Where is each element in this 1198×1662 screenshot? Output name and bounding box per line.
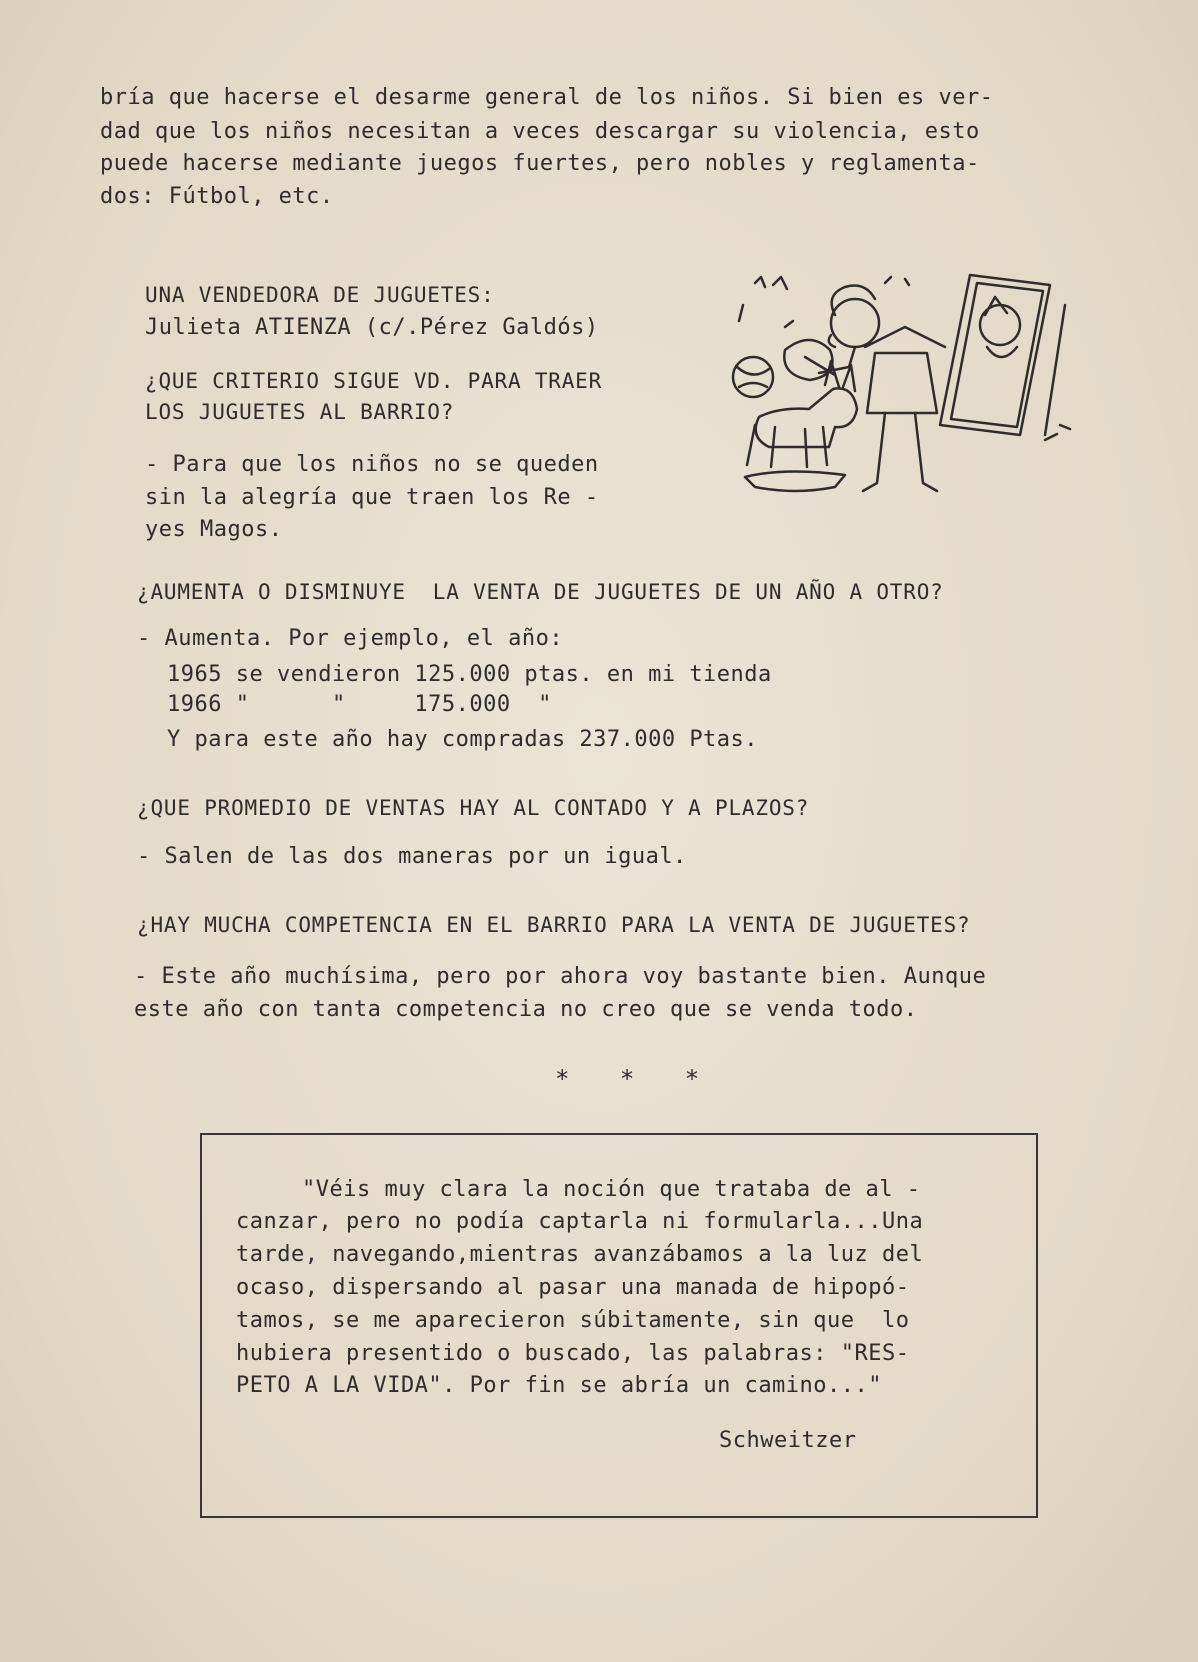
quote-line-6: hubiera presentido o buscado, las palabras: "RES- — [236, 1341, 910, 1366]
quote-line-4: ocaso, dispersando al pasar una manada de hipopó- — [236, 1275, 910, 1300]
question-1-line-2: LOS JUGUETES AL BARRIO? — [145, 400, 455, 424]
answer-2-line-4: Y para este año hay compradas 237.000 Ptas. — [167, 727, 759, 752]
quote-author: Schweitzer — [719, 1428, 857, 1453]
answer-4-line-1: - Este año muchísima, pero por ahora voy bastante bien. Aunque — [134, 964, 987, 989]
answer-2-line-1: - Aumenta. Por ejemplo, el año: — [137, 626, 564, 651]
question-4: ¿HAY MUCHA COMPETENCIA EN EL BARRIO PARA LA VENTA DE JUGUETES? — [137, 913, 971, 937]
quote-line-3: tarde, navegando,mientras avanzábamos a la luz del — [236, 1242, 924, 1267]
interviewee-name: Julieta ATIENZA (c/.Pérez Galdós) — [145, 315, 599, 340]
quote-line-5: tamos, se me aparecieron súbitamente, sin que lo — [236, 1308, 910, 1333]
answer-3: - Salen de las dos maneras por un igual. — [137, 844, 687, 869]
answer-4-line-2: este año con tanta competencia no creo que se venda todo. — [134, 997, 918, 1022]
intro-line-1: bría que hacerse el desarme general de los niños. Si bien es ver- — [100, 85, 994, 110]
answer-1-line-2: sin la alegría que traen los Re - — [145, 485, 599, 510]
section-separator: * * * — [555, 1065, 718, 1093]
intro-line-2: dad que los niños necesitan a veces descargar su violencia, esto — [100, 119, 980, 144]
answer-1-line-3: yes Magos. — [145, 517, 283, 542]
intro-line-3: puede hacerse mediante juegos fuertes, pero nobles y reglamenta- — [100, 151, 980, 176]
quote-line-2: canzar, pero no podía captarla ni formularla...Una — [236, 1209, 924, 1234]
quote-box — [200, 1133, 1038, 1518]
question-2: ¿AUMENTA O DISMINUYE LA VENTA DE JUGUETES DE UN AÑO A OTRO? — [137, 580, 944, 604]
question-1-line-1: ¿QUE CRITERIO SIGUE VD. PARA TRAER — [145, 369, 603, 393]
interview-heading: UNA VENDEDORA DE JUGUETES: — [145, 283, 495, 307]
answer-2-line-3: 1966 " " 175.000 " — [167, 692, 552, 717]
answer-2-line-2: 1965 se vendieron 125.000 ptas. en mi tienda — [167, 662, 772, 687]
intro-line-4: dos: Fútbol, etc. — [100, 184, 334, 209]
question-3: ¿QUE PROMEDIO DE VENTAS HAY AL CONTADO Y A PLAZOS? — [137, 796, 810, 820]
quote-line-7: PETO A LA VIDA". Por fin se abría un camino..." — [236, 1373, 883, 1398]
quote-line-1: "Véis muy clara la noción que trataba de al - — [302, 1177, 921, 1202]
children-toys-illustration — [715, 265, 1115, 555]
answer-1-line-1: - Para que los niños no se queden — [145, 452, 599, 477]
